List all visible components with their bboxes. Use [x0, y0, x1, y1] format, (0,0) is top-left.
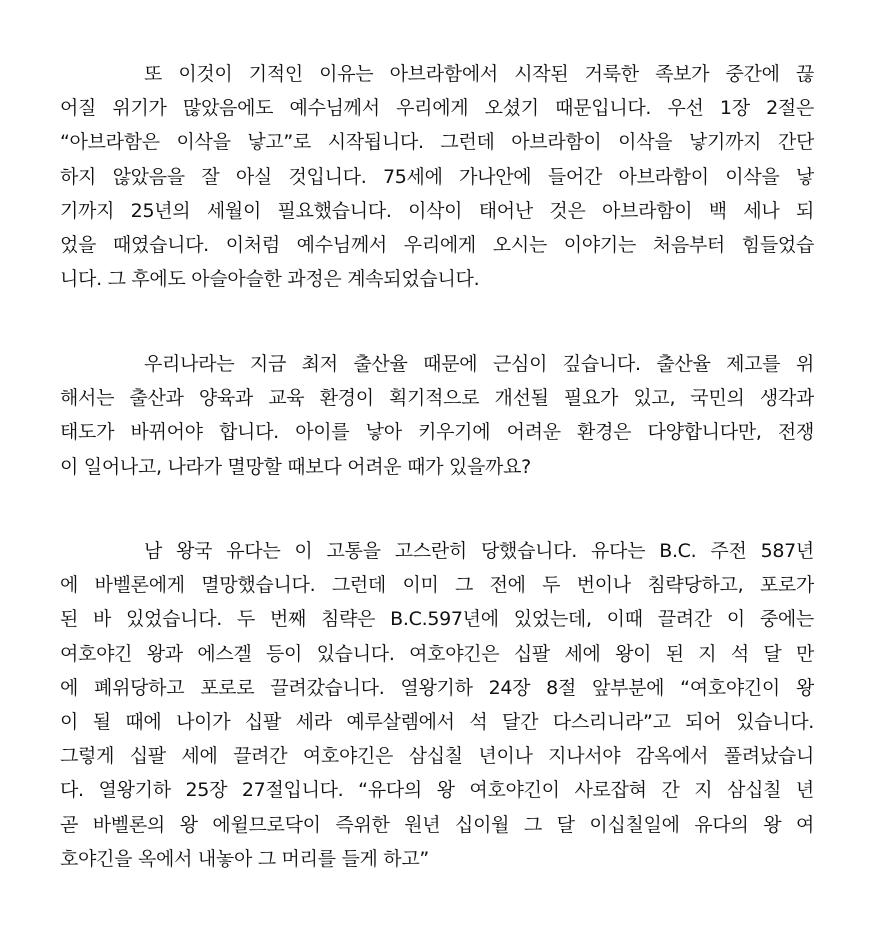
text-line: 어질 위기가 많았음에도 예수님께서 우리에게 오셨기 때문입니다. 우선 1장 2절은 — [60, 97, 814, 120]
text-line: 었을 때였습니다. 이처럼 예수님께서 우리에게 오시는 이야기는 처음부터 힘들었습 — [60, 233, 814, 256]
text-line: 곧 바벨론의 왕 에윌므로닥이 즉위한 원년 십이월 그 달 이십칠일에 유다의 왕 여 — [60, 813, 814, 836]
paragraph-3 — [60, 534, 814, 876]
text-line: 우리나라는 지금 최저 출산율 때문에 근심이 깊습니다. 출산율 제고를 위 — [144, 353, 814, 375]
text-line: 이 될 때에 나이가 십팔 세라 예루살렘에서 석 달간 다스리니라”고 되어 있습니다. — [60, 710, 814, 733]
paragraph-1 — [60, 57, 814, 296]
text-line: 호야긴을 옥에서 내놓아 그 머리를 들게 하고” — [60, 847, 429, 870]
text-line: 된 바 있었습니다. 두 번째 침략은 B.C.597년에 있었는데, 이때 끌려간 이 중에는 — [60, 608, 814, 631]
text-line: 해서는 출산과 양육과 교육 환경이 획기적으로 개선될 필요가 있고, 국민의 생각과 — [60, 387, 814, 410]
text-line: 또 이것이 기적인 이유는 아브라함에서 시작된 거룩한 족보가 중간에 끊 — [144, 63, 814, 85]
text-line: 이 일어나고, 나라가 멸망할 때보다 어려운 때가 있을까요? — [60, 455, 531, 478]
text-line: 에 바벨론에게 멸망했습니다. 그런데 이미 그 전에 두 번이나 침략당하고, 포로가 — [60, 574, 814, 597]
text-line: 다. 열왕기하 25장 27절입니다. “유다의 왕 여호야긴이 사로잡혀 간 지 삼십칠 년 — [60, 779, 814, 802]
text-line: 그렇게 십팔 세에 끌려간 여호야긴은 삼십칠 년이나 지나서야 감옥에서 풀려났습니 — [60, 745, 814, 768]
text-line: 니다. 그 후에도 아슬아슬한 과정은 계속되었습니다. — [60, 268, 480, 291]
text-line: 기까지 25년의 세월이 필요했습니다. 이삭이 태어난 것은 아브라함이 백 세나 되 — [60, 199, 814, 222]
text-line: “아브라함은 이삭을 낳고”로 시작됩니다. 그런데 아브라함이 이삭을 낳기까지 간단 — [60, 131, 814, 154]
text-line: 여호야긴 왕과 에스겔 등이 있습니다. 여호야긴은 십팔 세에 왕이 된 지 석 달 만 — [60, 642, 814, 665]
text-line: 태도가 바뀌어야 합니다. 아이를 낳아 키우기에 어려운 환경은 다양합니다만, 전쟁 — [60, 421, 814, 444]
paragraph-2 — [60, 347, 814, 484]
text-line: 에 폐위당하고 포로로 끌려갔습니다. 열왕기하 24장 8절 앞부분에 “여호야긴이 왕 — [60, 676, 814, 699]
text-line: 남 왕국 유다는 이 고통을 고스란히 당했습니다. 유다는 B.C. 주전 587년 — [144, 540, 814, 562]
text-line: 하지 않았음을 잘 아실 것입니다. 75세에 가나안에 들어간 아브라함이 이삭을 낳 — [60, 165, 814, 188]
